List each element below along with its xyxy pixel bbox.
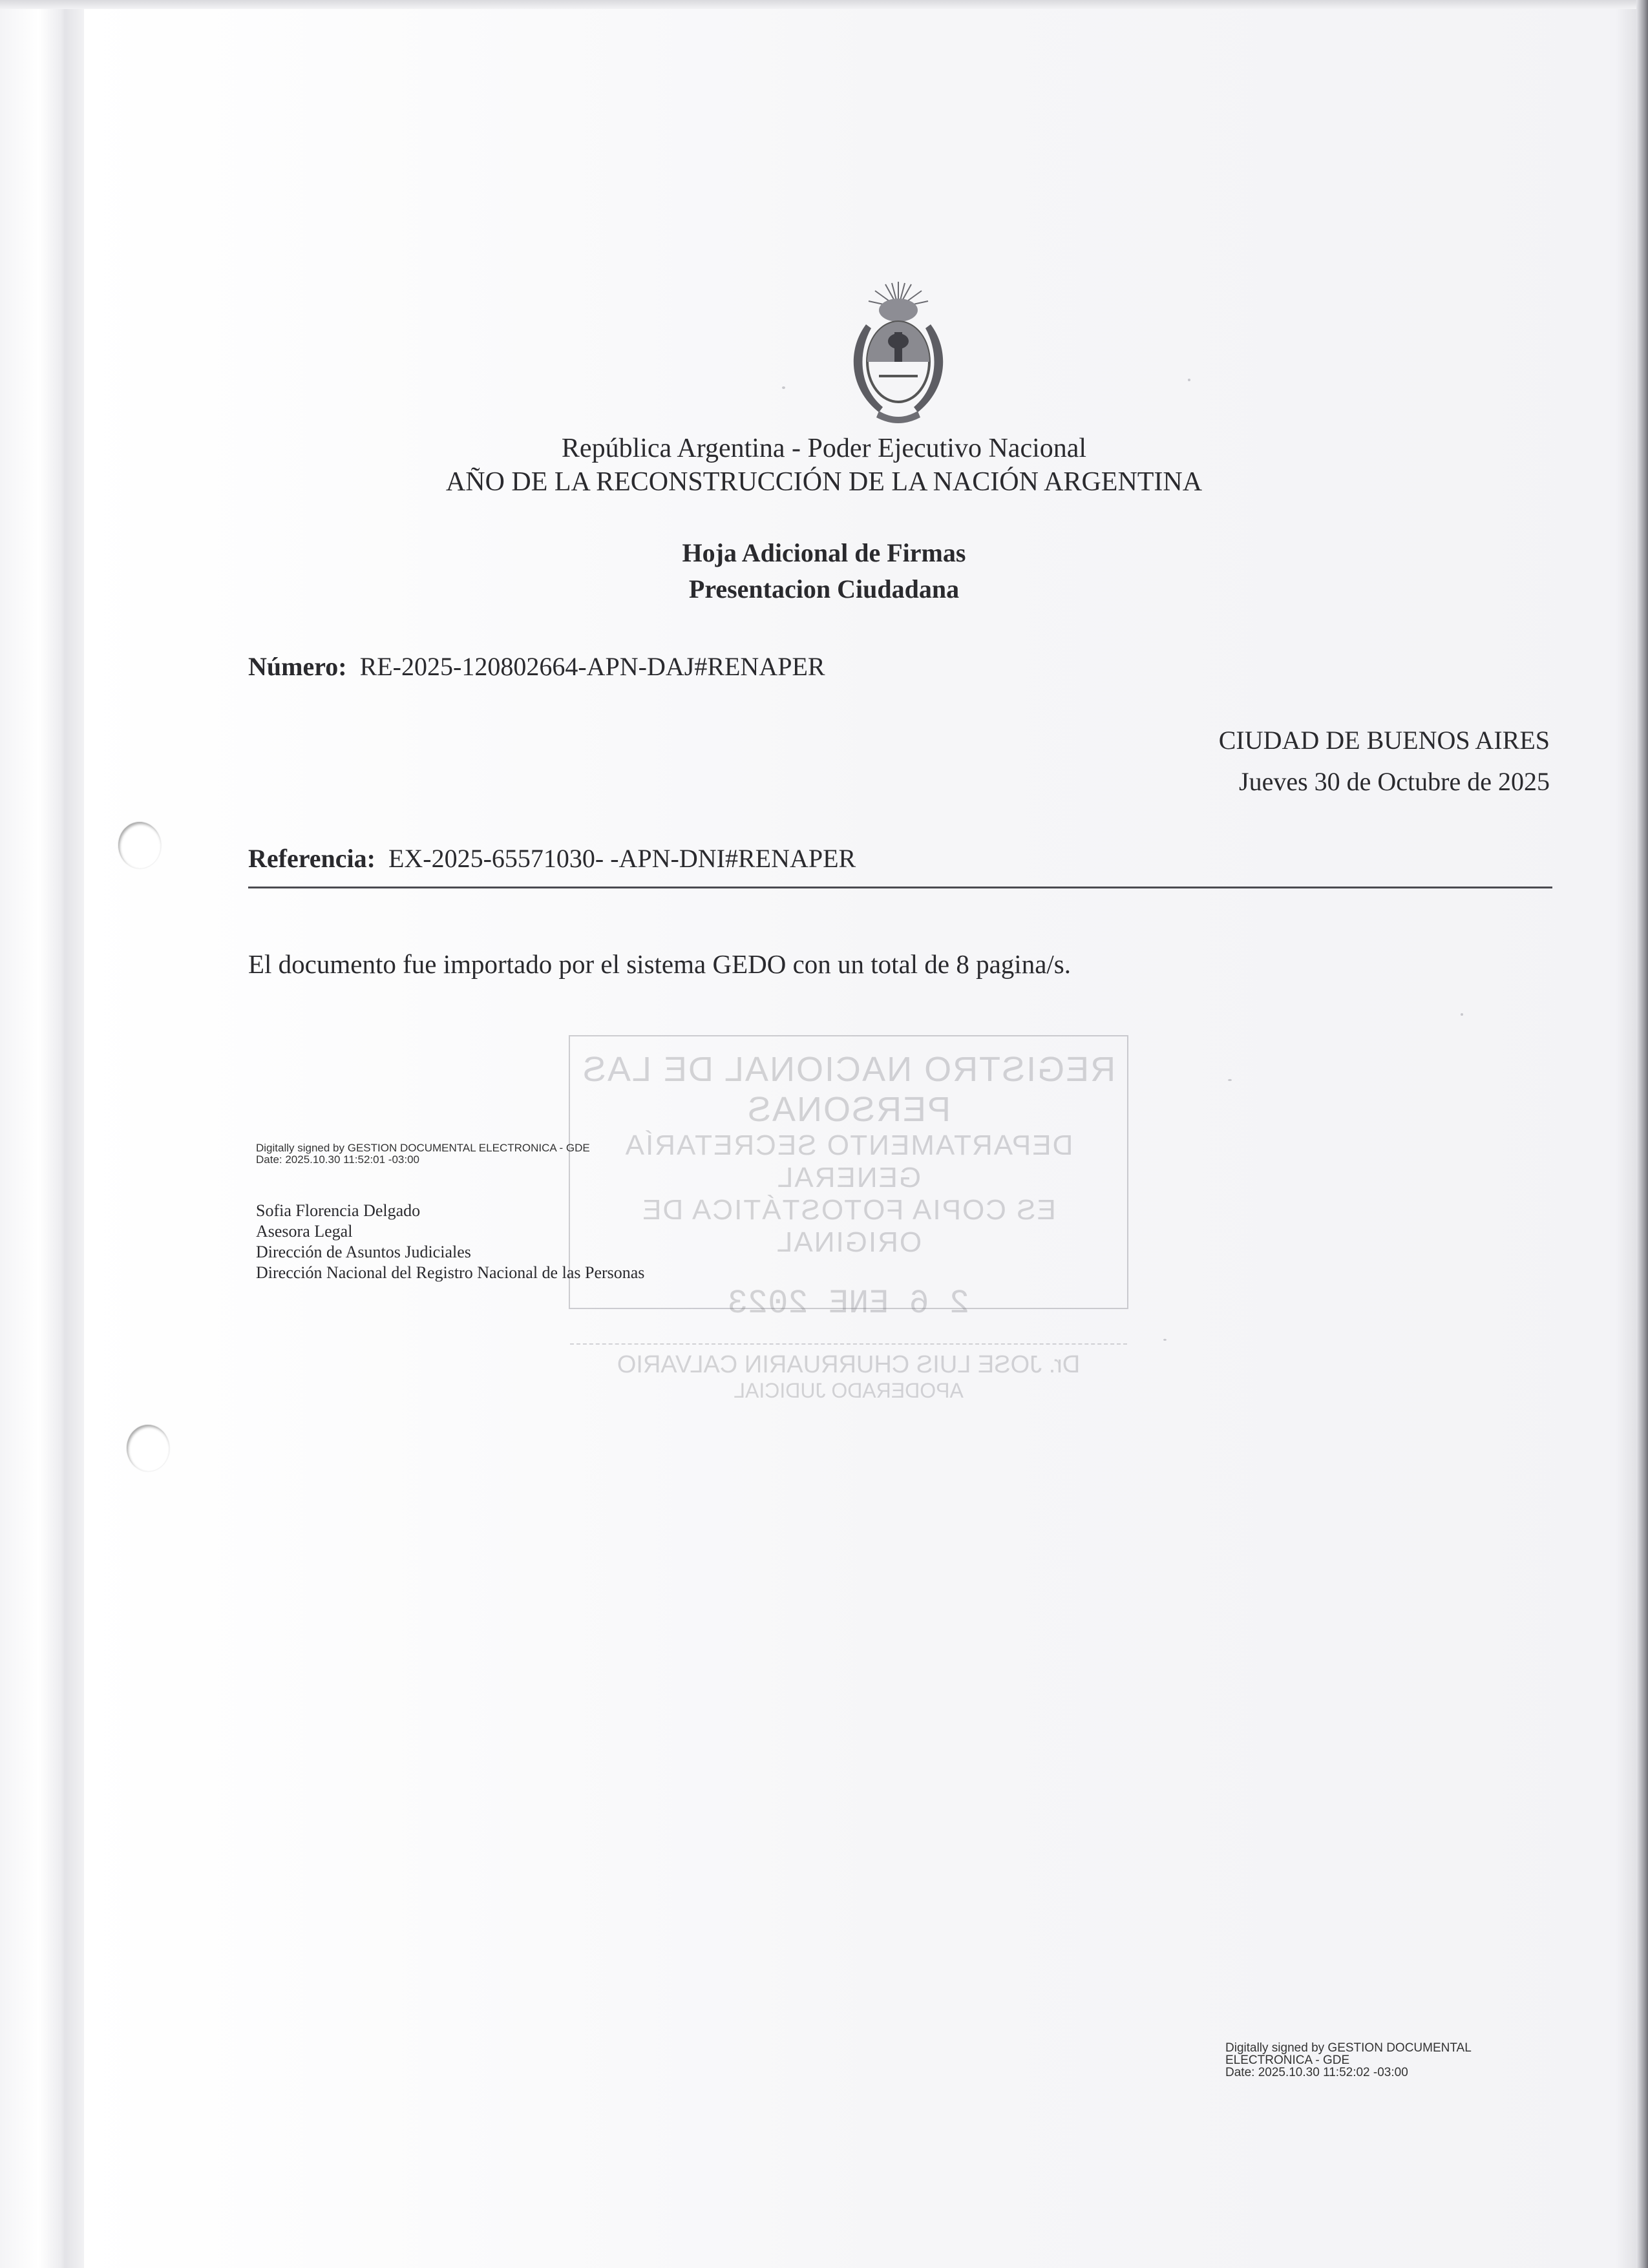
referencia-label: Referencia: <box>248 844 375 873</box>
referencia-value: EX-2025-65571030- -APN-DNI#RENAPER <box>388 844 856 873</box>
horizontal-rule <box>248 887 1552 888</box>
digital-signature-2-date: Date: 2025.10.30 11:52:02 -03:00 <box>1225 2066 1408 2079</box>
signer-role: Asesora Legal <box>256 1222 353 1241</box>
stamp-date: 2 6 ENE 2023 <box>727 1285 970 1323</box>
stamp-name: Dr. JOSE LUIS CHURRUARIN CALVARIO <box>617 1351 1081 1378</box>
digital-signature-2 <box>1225 2042 1472 2079</box>
signer-agency: Dirección Nacional del Registro Nacional de las Personas <box>256 1263 645 1282</box>
numero-value: RE-2025-120802664-APN-DAJ#RENAPER <box>359 652 825 681</box>
stamp-line-1: REGISTRO NACIONAL DE LAS PERSONAS <box>581 1050 1116 1129</box>
body-text: El documento fue importado por el sistema GEDO con un total de 8 pagina/s. <box>248 949 1071 979</box>
top-edge <box>0 0 1648 9</box>
scan-speck <box>1228 1079 1232 1081</box>
document-title: Hoja Adicional de Firmas <box>682 538 966 567</box>
digital-signature-1-date: Date: 2025.10.30 11:52:01 -03:00 <box>256 1153 419 1166</box>
city: CIUDAD DE BUENOS AIRES <box>1218 726 1550 755</box>
stamp-title: APODERADO JUDICIAL <box>734 1379 964 1402</box>
header-line-1: República Argentina - Poder Ejecutivo Nacional <box>561 434 1087 463</box>
digital-signature-1 <box>256 1142 590 1166</box>
digital-signature-1-line-1: Digitally signed by GESTION DOCUMENTAL ELECTRONICA - GDE <box>256 1142 590 1154</box>
signer-name: Sofia Florencia Delgado <box>256 1201 421 1220</box>
faded-certification-stamp <box>569 1035 1128 1402</box>
stamp-line-2: DEPARTAMENTO SECRETARÍA GENERAL <box>624 1129 1073 1193</box>
stamp-divider <box>570 1343 1127 1345</box>
scan-speck <box>1188 379 1190 381</box>
document-date: Jueves 30 de Octubre de 2025 <box>1239 767 1550 796</box>
document-subtitle: Presentacion Ciudadana <box>688 574 960 604</box>
digital-signature-2-line-2: ELECTRONICA - GDE <box>1225 2053 1350 2067</box>
binding-strip <box>0 0 84 2268</box>
signer-office: Dirección de Asuntos Judiciales <box>256 1243 471 1261</box>
scan-speck <box>782 386 785 389</box>
digital-signature-2-line-1: Digitally signed by GESTION DOCUMENTAL <box>1225 2041 1472 2055</box>
signer-block <box>256 1201 644 1283</box>
numero-label: Número: <box>248 652 347 681</box>
referencia-field <box>248 843 856 874</box>
scan-speck <box>1461 1013 1463 1016</box>
coat-of-arms-icon <box>840 279 956 429</box>
header-line-2: AÑO DE LA RECONSTRUCCIÓN DE LA NACIÓN ARGENTINA <box>445 467 1203 497</box>
scan-speck <box>1163 1339 1167 1341</box>
stamp-line-3: ES COPIA FOTOSTÁTICA DE ORIGINAL <box>641 1194 1056 1258</box>
numero-field <box>248 651 825 682</box>
punch-hole-top <box>118 822 161 868</box>
right-edge-shadow <box>1636 0 1648 2268</box>
punch-hole-bottom <box>127 1425 169 1471</box>
